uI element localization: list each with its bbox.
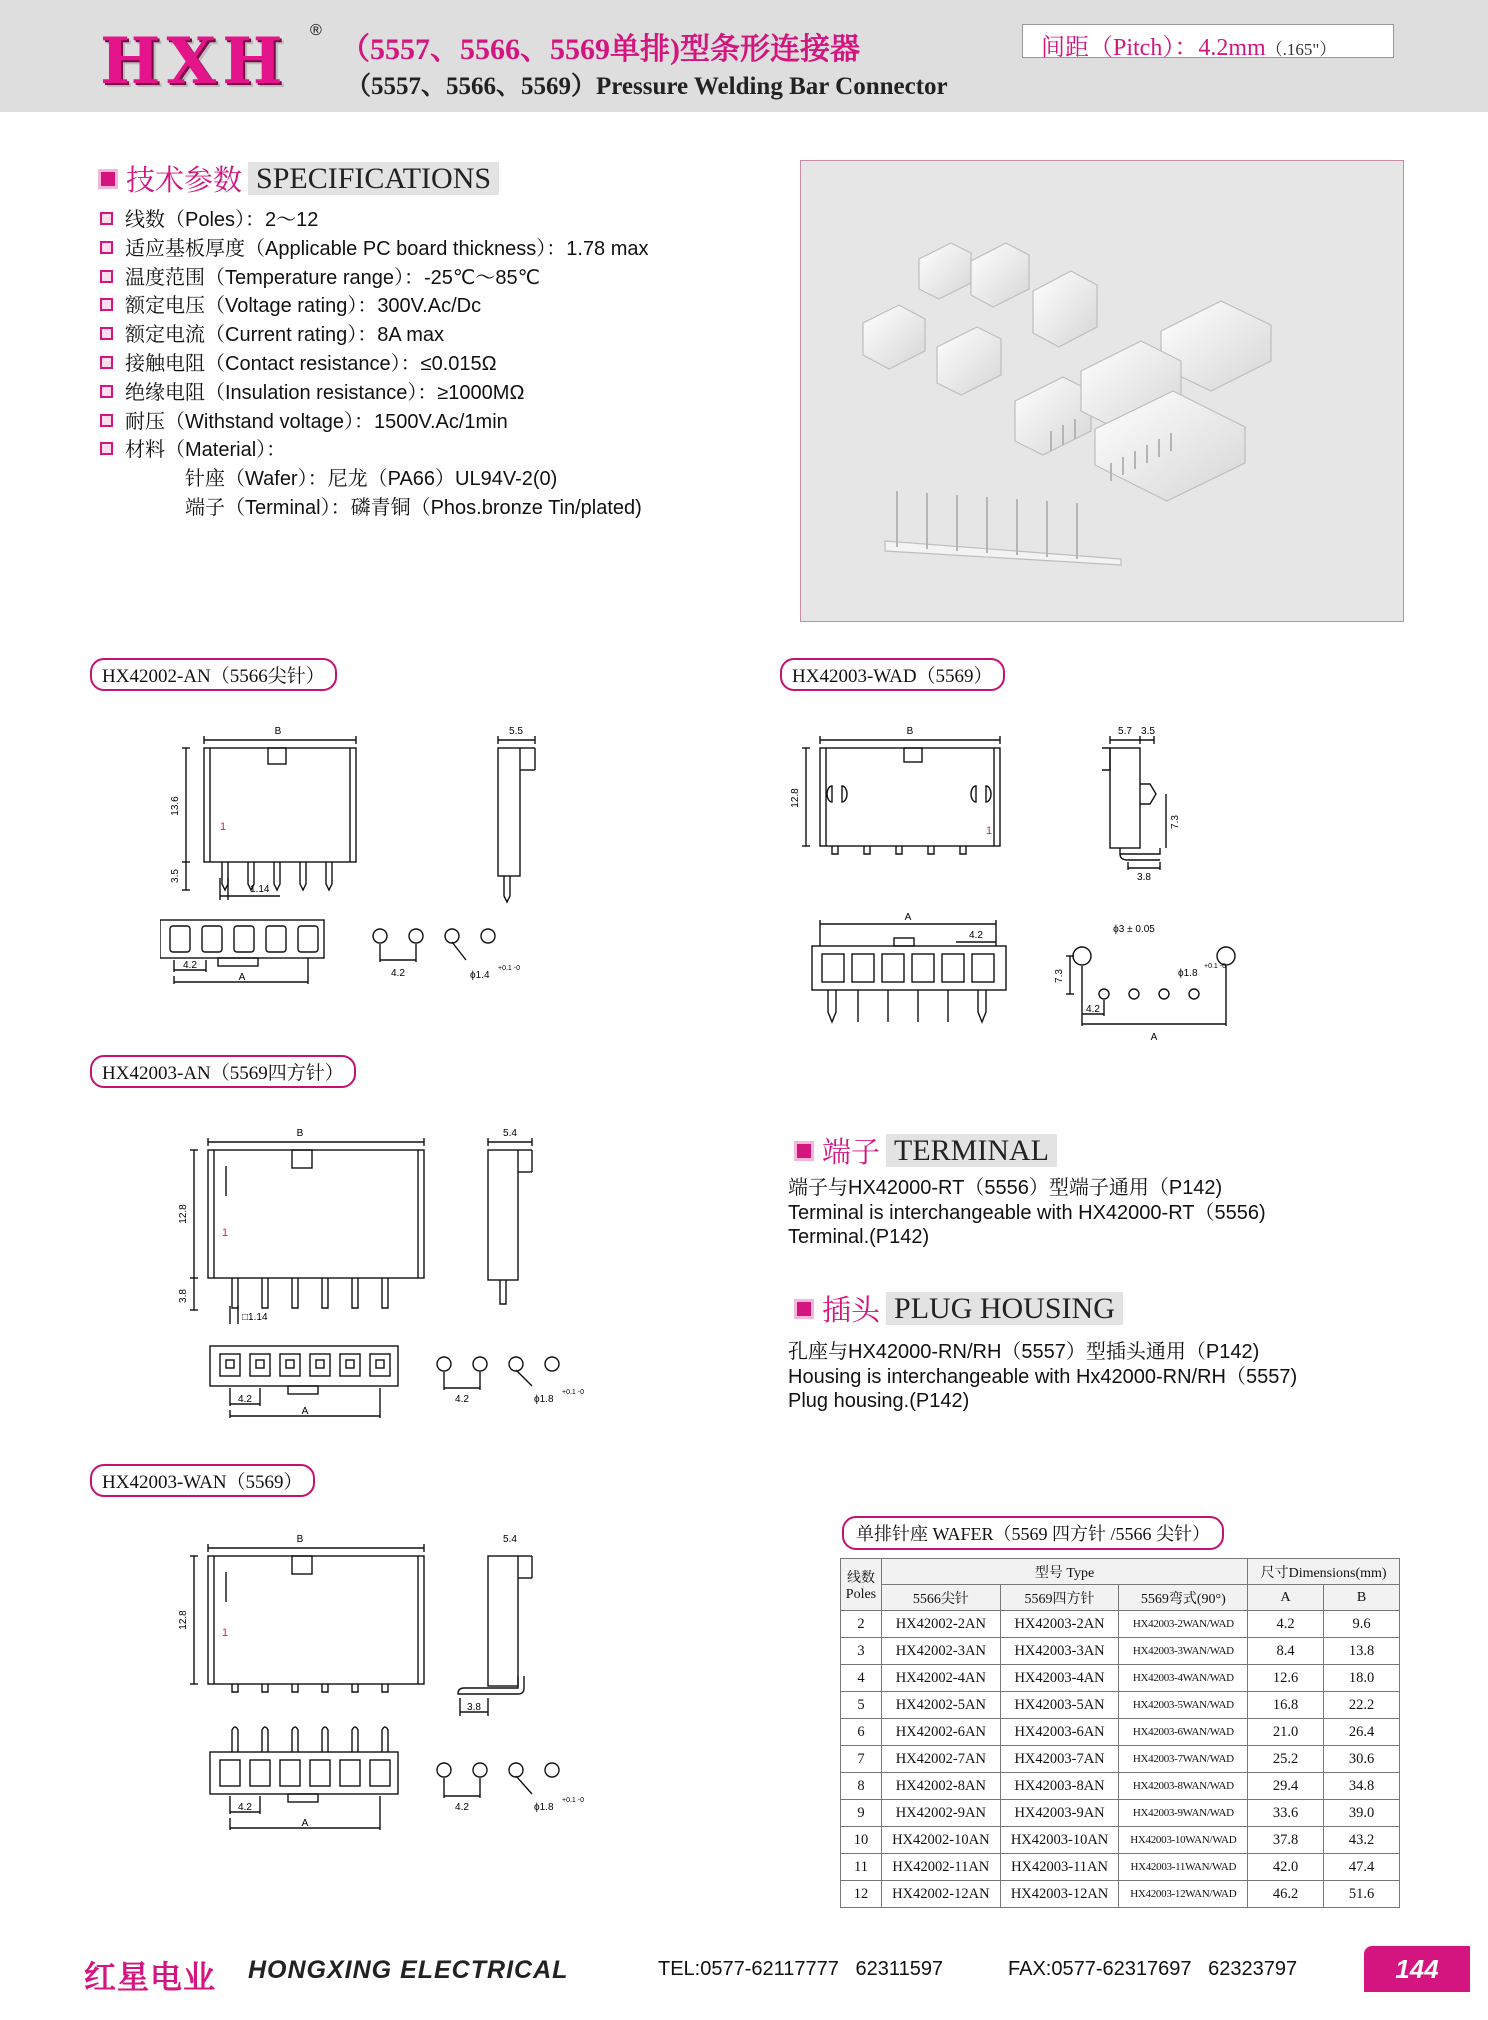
drawing-label-hx42003-wad: HX42003-WAD（5569）	[780, 658, 1005, 691]
dim-b: B	[906, 726, 914, 737]
dim-hole-pitch: 4.2	[455, 1394, 469, 1405]
spec-row: 额定电流（Current rating）：8A max	[100, 321, 649, 350]
dim-hole-pitch: 4.2	[391, 968, 405, 979]
col-dims: 尺寸Dimensions(mm)	[1248, 1559, 1400, 1585]
dim-s4: 3.8	[1137, 872, 1151, 883]
col-poles: 线数 Poles	[841, 1559, 882, 1611]
spec-row: 适应基板厚度（Applicable PC board thickness）：1.78 max	[100, 235, 649, 264]
connector-photo-illustration	[801, 161, 1405, 623]
terminal-heading	[794, 1130, 1057, 1171]
registered-mark: ®	[310, 22, 322, 39]
square-bullet-icon	[98, 169, 118, 189]
square-bullet-icon	[794, 1141, 814, 1161]
col-5569-bent: 5569弯式(90°)	[1119, 1585, 1248, 1611]
pin-one-mark: 1	[222, 1227, 229, 1239]
col-b: B	[1324, 1585, 1400, 1611]
drawing-hx42003-wad	[780, 710, 1300, 1050]
dim-pin-length: 3.8	[178, 1289, 189, 1303]
col-5569: 5569四方针	[1000, 1585, 1119, 1611]
bullet-icon	[100, 298, 113, 311]
drawing-hx42002-an	[160, 710, 600, 1010]
spec-row: 绝缘电阻（Insulation resistance）：≥1000MΩ	[100, 379, 649, 408]
terminal-heading-cn: 端子	[822, 1137, 881, 1169]
terminal-text: 端子与HX42000-RT（5556）型端子通用（P142) Terminal is interchangeable with HX42000-RT（5556) Terminal.(P142)	[788, 1177, 1266, 1248]
dim-height: 12.8	[178, 1610, 189, 1630]
drawing-label-hx42003-wan: HX42003-WAN（5569）	[90, 1464, 315, 1497]
col-5566: 5566尖针	[881, 1585, 1000, 1611]
table-title: 单排针座 WAFER（5569 四方针 /5566 尖针）	[842, 1516, 1224, 1550]
page-number: 144	[1364, 1946, 1470, 1992]
table-row: 6 HX42002-6AN HX42003-6AN HX42003-6WAN/WAD 21.0 26.4	[841, 1719, 1400, 1746]
bullet-icon	[100, 414, 113, 427]
spec-material-row: 端子（Terminal）：磷青铜（Phos.bronze Tin/plated)	[185, 496, 642, 519]
dim-a: A	[904, 912, 912, 923]
dim-s1: 5.7	[1118, 726, 1132, 737]
spec-list	[100, 206, 649, 523]
bullet-icon	[100, 356, 113, 369]
dim-hole-small: ϕ1.8	[1178, 968, 1198, 979]
dim-pitch: 4.2	[183, 960, 197, 971]
dim-hole-large: ϕ3 ± 0.05	[1113, 924, 1155, 935]
plug-text: 孔座与HX42000-RN/RH（5557）型插头通用（P142) Housing is interchangeable with Hx42000-RN/RH（5557) Plug housing.(P142)	[788, 1341, 1298, 1412]
dim-b: B	[296, 1128, 304, 1139]
table-row: 10 HX42002-10AN HX42003-10AN HX42003-10WAN/WAD 37.8 43.2	[841, 1827, 1400, 1854]
dim-a: A	[301, 1818, 309, 1829]
company-name-en: HONGXING ELECTRICAL	[248, 1956, 569, 1984]
brand-logo: HXH	[100, 24, 289, 99]
dim-hole: ϕ1.8	[534, 1394, 554, 1405]
table-row: 2 HX42002-2AN HX42003-2AN HX42003-2WAN/WAD 4.2 9.6	[841, 1611, 1400, 1638]
drawing-hx42003-an	[170, 1110, 610, 1420]
table-subheader-row	[841, 1585, 1400, 1611]
dim-b: B	[296, 1534, 304, 1545]
dim-height: 12.8	[178, 1204, 189, 1224]
dim-pitch: 4.2	[238, 1394, 252, 1405]
spec-row: 材料（Material）：	[100, 436, 649, 465]
pin-one-mark: 1	[986, 825, 993, 837]
dim-side: 5.4	[503, 1128, 517, 1139]
table-row: 8 HX42002-8AN HX42003-8AN HX42003-8WAN/WAD 29.4 34.8	[841, 1773, 1400, 1800]
plug-heading-cn: 插头	[822, 1295, 881, 1327]
dim-pin-length: 3.5	[170, 869, 181, 883]
product-photo	[800, 160, 1404, 622]
dim-hole-a: A	[1150, 1032, 1158, 1043]
table-row: 3 HX42002-3AN HX42003-3AN HX42003-3WAN/WAD 8.4 13.8	[841, 1638, 1400, 1665]
spec-row: 温度范围（Temperature range）：-25℃～85℃	[100, 264, 649, 293]
table-row: 11 HX42002-11AN HX42003-11AN HX42003-11WAN/WAD 42.0 47.4	[841, 1854, 1400, 1881]
plug-heading	[794, 1288, 1123, 1329]
drawing-hx42003-wan	[170, 1516, 610, 1836]
dim-tolerance: +0.1 -0	[562, 1797, 584, 1804]
dim-tolerance: +0.1 -0	[562, 1389, 584, 1396]
dim-s2: 3.5	[1141, 726, 1155, 737]
dim-side: 5.4	[503, 1534, 517, 1545]
dim-a: A	[238, 972, 246, 983]
table-row: 5 HX42002-5AN HX42003-5AN HX42003-5WAN/WAD 16.8 22.2	[841, 1692, 1400, 1719]
spec-material-row: 针座（Wafer）：尼龙（PA66）UL94V-2(0)	[185, 468, 558, 491]
dim-pitch: 4.2	[238, 1802, 252, 1813]
dim-tolerance: +0.1 -0	[1204, 963, 1226, 970]
plug-heading-en: PLUG HOUSING	[886, 1292, 1123, 1325]
dim-a: A	[301, 1406, 309, 1417]
pitch-badge	[1022, 24, 1394, 61]
table-header-row	[841, 1559, 1400, 1585]
specs-heading-en: SPECIFICATIONS	[248, 162, 499, 195]
pitch-label: 间距（Pitch）：	[1041, 35, 1199, 61]
spec-row: 接触电阻（Contact resistance）：≤0.015Ω	[100, 350, 649, 379]
bullet-icon	[100, 241, 113, 254]
spec-row: 线数（Poles）：2～12	[100, 206, 649, 235]
page-title-en: （5557、5566、5569）Pressure Welding Bar Connector	[346, 73, 948, 100]
dim-hole: ϕ1.4	[470, 970, 490, 981]
dim-pin-width: 1.14	[250, 884, 270, 895]
dim-pin-width: □1.14	[242, 1312, 268, 1323]
table-row: 9 HX42002-9AN HX42003-9AN HX42003-9WAN/WAD 33.6 39.0	[841, 1800, 1400, 1827]
pin-one-mark: 1	[222, 1627, 229, 1639]
company-name-cn: 红星电业	[84, 1959, 217, 1995]
dim-b: B	[274, 726, 282, 737]
pitch-value: 4.2mm	[1198, 35, 1266, 61]
dim-hole-pitch: 4.2	[1086, 1004, 1100, 1015]
bullet-icon	[100, 212, 113, 225]
terminal-heading-en: TERMINAL	[886, 1134, 1057, 1167]
dim-tolerance: +0.1 -0	[498, 965, 520, 972]
col-a: A	[1248, 1585, 1324, 1611]
bullet-icon	[100, 327, 113, 340]
specs-heading-cn: 技术参数	[126, 165, 243, 197]
specs-heading	[98, 158, 499, 199]
drawing-label-hx42002-an: HX42002-AN（5566尖针）	[90, 658, 337, 691]
bullet-icon	[100, 385, 113, 398]
spec-row: 耐压（Withstand voltage）：1500V.Ac/1min	[100, 408, 649, 437]
dim-s3: 3.8	[467, 1702, 481, 1713]
pitch-inch: （.165"）	[1265, 40, 1337, 59]
table-row: 12 HX42002-12AN HX42003-12AN HX42003-12WAN/WAD 46.2 51.6	[841, 1881, 1400, 1908]
fax: FAX:0577-62317697 62323797	[1008, 1958, 1298, 1980]
bullet-icon	[100, 270, 113, 283]
dim-side: 5.5	[509, 726, 523, 737]
wafer-table	[840, 1558, 1400, 1908]
col-type: 型号 Type	[881, 1559, 1247, 1585]
table-row: 4 HX42002-4AN HX42003-4AN HX42003-4WAN/WAD 12.6 18.0	[841, 1665, 1400, 1692]
telephone: TEL:0577-62117777 62311597	[658, 1958, 944, 1980]
dim-s3: 7.3	[1170, 815, 1181, 829]
pin-one-mark: 1	[220, 821, 227, 833]
dim-hole: ϕ1.8	[534, 1802, 554, 1813]
page-title-cn: （5557、5566、5569单排)型条形连接器	[340, 33, 860, 66]
square-bullet-icon	[794, 1299, 814, 1319]
drawing-label-hx42003-an: HX42003-AN（5569四方针）	[90, 1055, 356, 1088]
table-row: 7 HX42002-7AN HX42003-7AN HX42003-7WAN/WAD 25.2 30.6	[841, 1746, 1400, 1773]
bullet-icon	[100, 442, 113, 455]
dim-height: 13.6	[170, 796, 181, 816]
dim-hole-offset: 7.3	[1054, 969, 1065, 983]
dim-pitch: 4.2	[969, 930, 983, 941]
dim-height: 12.8	[790, 788, 801, 808]
spec-row: 额定电压（Voltage rating）：300V.Ac/Dc	[100, 292, 649, 321]
dim-hole-pitch: 4.2	[455, 1802, 469, 1813]
